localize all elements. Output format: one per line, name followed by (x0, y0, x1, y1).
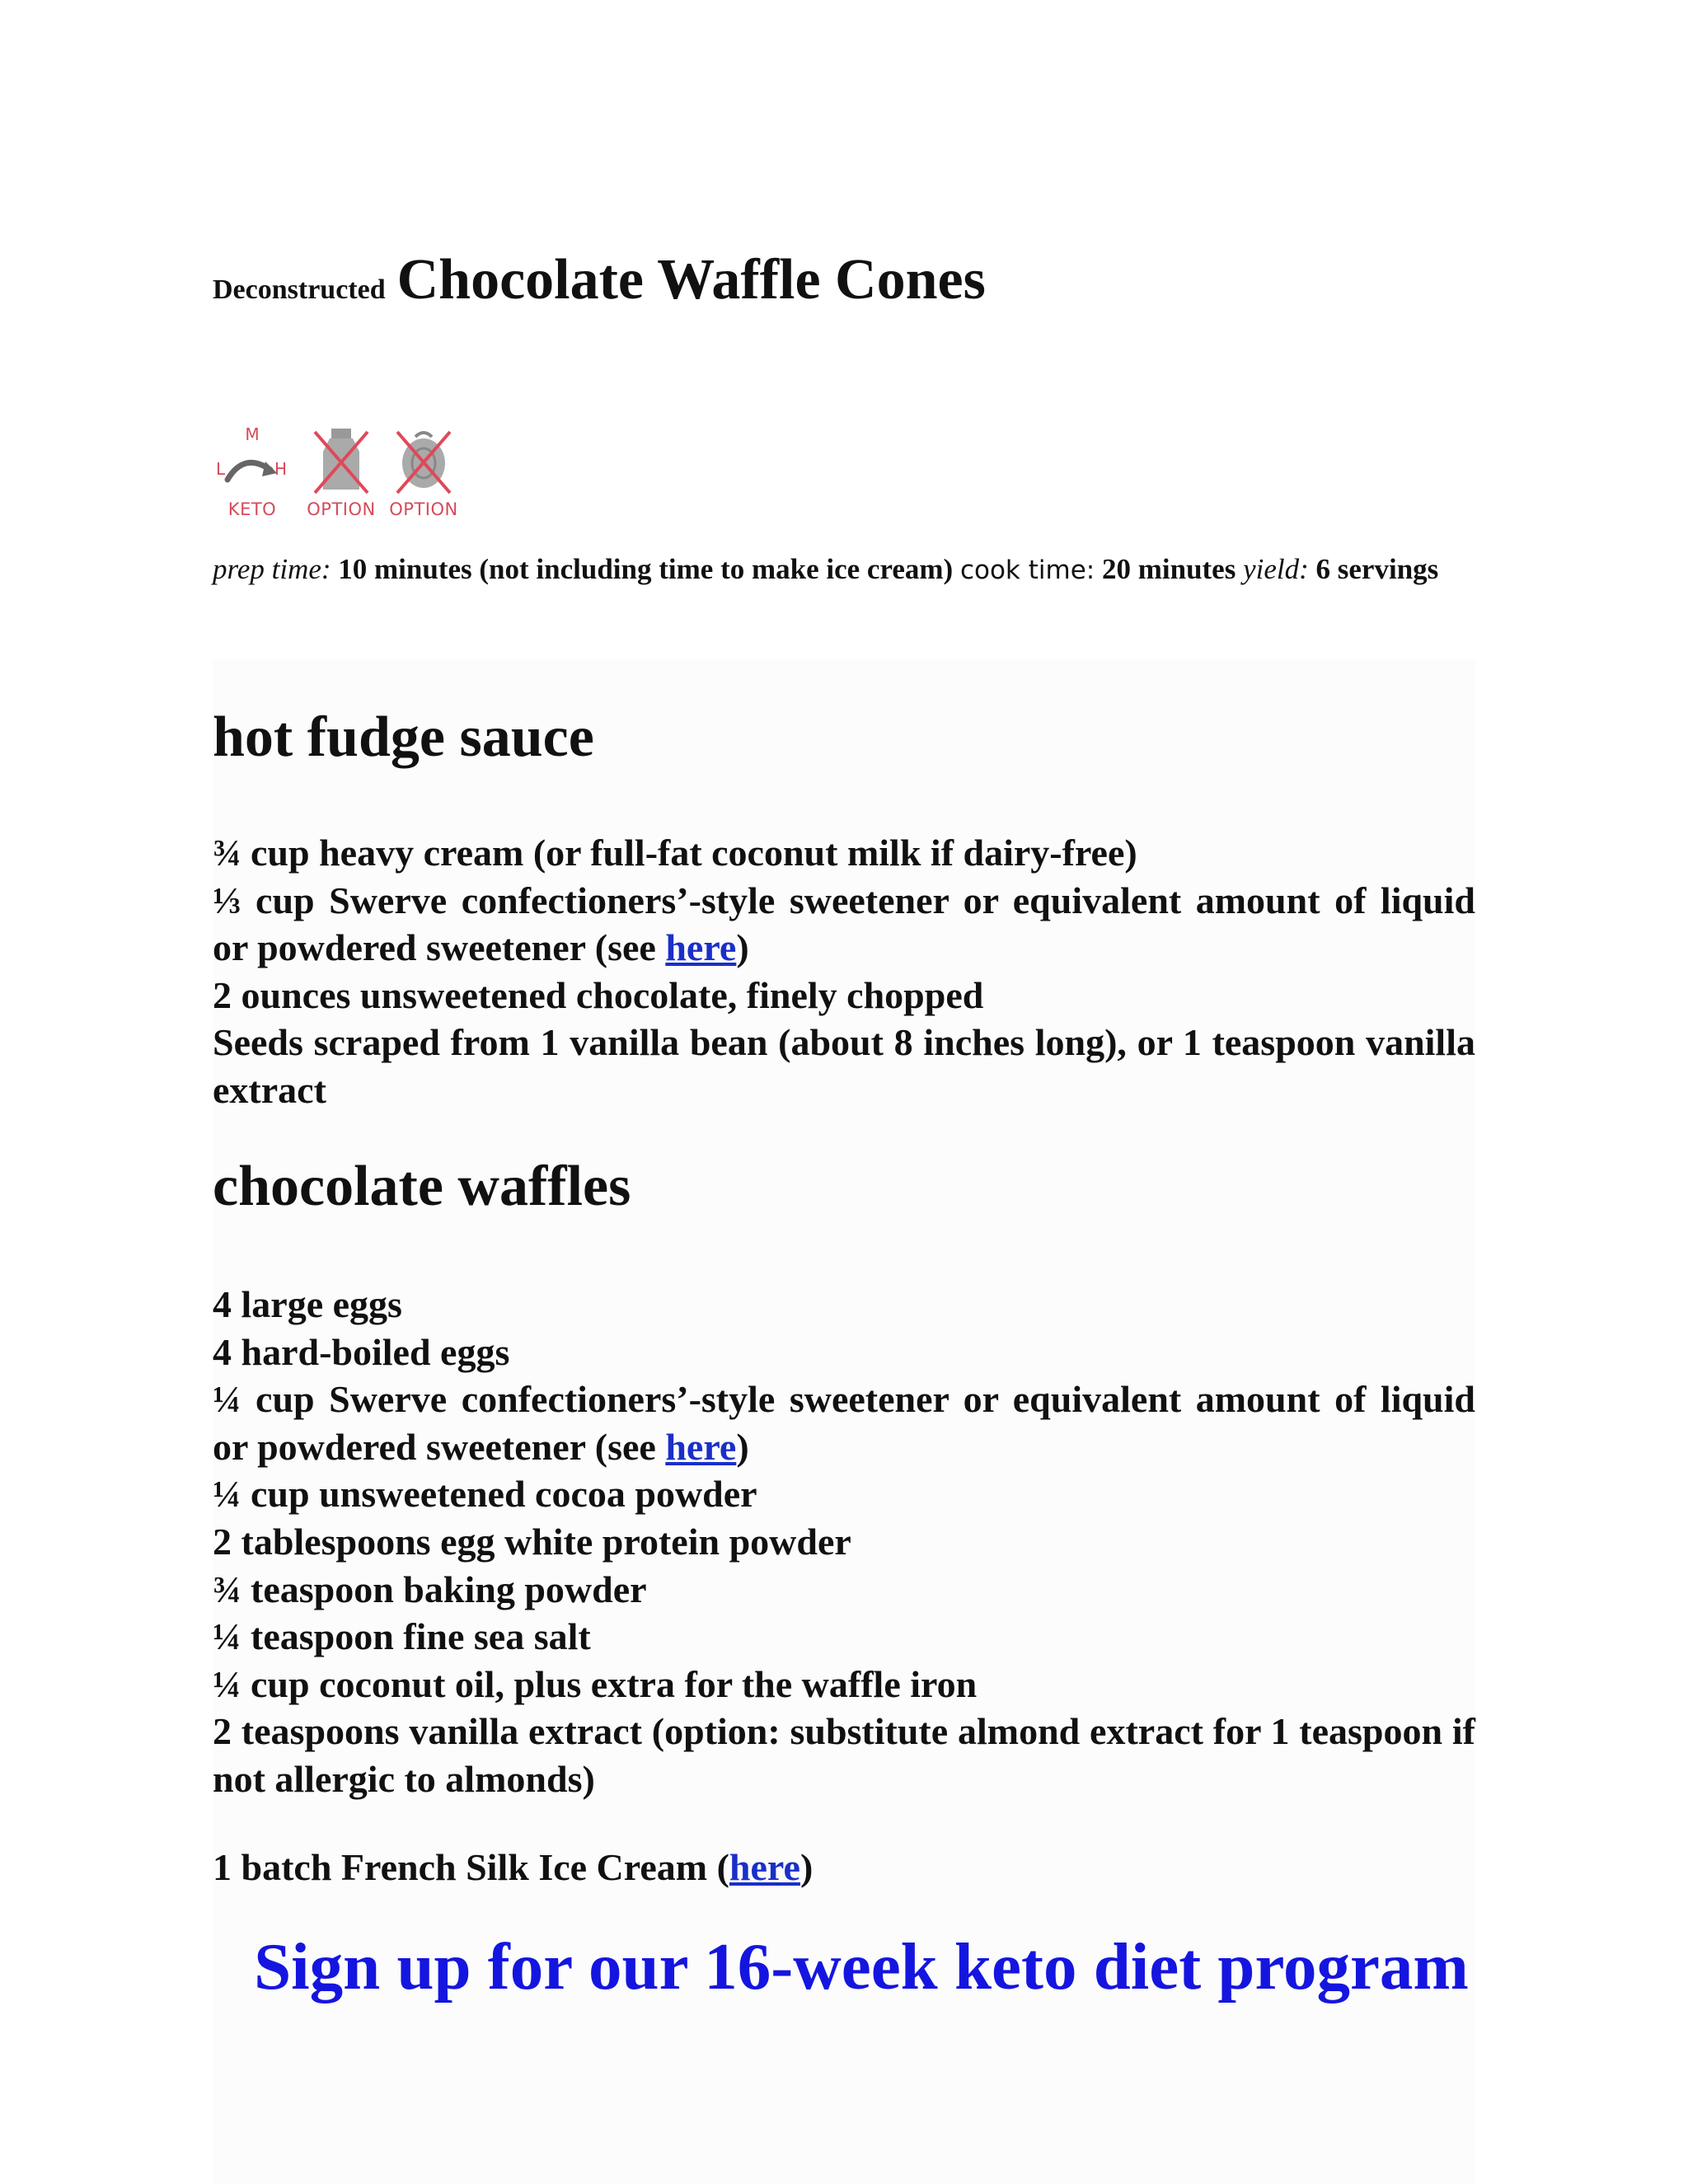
svg-text:M: M (245, 424, 260, 444)
keto-scale-icon (211, 422, 293, 496)
fudge-sauce-heading: hot fudge sauce (213, 705, 594, 769)
keto-badge (211, 422, 293, 519)
no-nut-icon (382, 422, 465, 496)
cook-time-value: 20 minutes (1101, 553, 1236, 585)
svg-text:L: L (216, 459, 226, 479)
ingredient-item: ¼ cup coconut oil, plus extra for the waffle iron (213, 1662, 978, 1705)
prep-time-label: prep time: (213, 553, 331, 585)
ingredient-item: ¼ cup Swerve confectioners’-style sweetener or equivalent amount of liquid or powdered sweetener (see here) (213, 1378, 1475, 1468)
option-badge-nut (382, 422, 465, 519)
keto-badge-label: KETO (227, 499, 277, 519)
diet-badges (211, 422, 475, 519)
ingredient-item: ¼ cup unsweetened cocoa powder (213, 1473, 757, 1516)
ingredient-item: ¾ teaspoon baking powder (213, 1568, 647, 1610)
ingredient-item: 2 ounces unsweetened chocolate, finely chopped (213, 973, 984, 1016)
option-badge-nut-label: OPTION (389, 499, 458, 519)
ingredient-item: 2 tablespoons egg white protein powder (213, 1520, 851, 1563)
option-badge-dairy (300, 422, 382, 519)
option-badge-dairy-label: OPTION (307, 499, 376, 519)
ingredient-item: ¼ teaspoon fine sea salt (213, 1615, 591, 1658)
signup-link[interactable]: Sign up for our 16-week keto diet program (254, 1929, 1469, 2004)
ice-cream-here-link[interactable]: here (729, 1846, 800, 1888)
svg-text:H: H (274, 459, 287, 479)
fudge-ingredient-list (213, 829, 1475, 1114)
title-prefix: Deconstructed (213, 274, 386, 305)
ingredient-item: 4 large eggs (213, 1283, 402, 1325)
ingredient-item: ¾ cup heavy cream (or full-fat coconut milk if dairy-free) (213, 832, 1137, 874)
no-dairy-icon (300, 422, 382, 496)
title-main: Chocolate Waffle Cones (396, 248, 986, 312)
yield-value: 6 servings (1315, 553, 1439, 585)
prep-time-value: 10 minutes (not including time to make ice cream) (338, 553, 954, 585)
ingredient-item: Seeds scraped from 1 vanilla bean (about 8 inches long), or 1 teaspoon vanilla extract (213, 1021, 1475, 1111)
sweetener-here-link[interactable]: here (665, 926, 737, 969)
recipe-title (213, 247, 986, 313)
sweetener-here-link[interactable]: here (665, 1425, 737, 1468)
chocolate-waffles-heading: chocolate waffles (213, 1155, 631, 1218)
recipe-meta (213, 552, 1475, 588)
cook-time-label: cook time: (959, 555, 1095, 585)
yield-label: yield: (1243, 553, 1309, 585)
ingredient-item: 2 teaspoons vanilla extract (option: substitute almond extract for 1 teaspoon if not allergic to almonds) (213, 1710, 1475, 1800)
ingredient-item: 4 hard-boiled eggs (213, 1330, 510, 1373)
ingredient-item: ⅓ cup Swerve confectioners’-style sweetener or equivalent amount of liquid or powdered sweetener (see here) (213, 879, 1475, 969)
waffle-ingredient-list (213, 1281, 1475, 1803)
ice-cream-line: 1 batch French Silk Ice Cream (here) (213, 1846, 814, 1888)
